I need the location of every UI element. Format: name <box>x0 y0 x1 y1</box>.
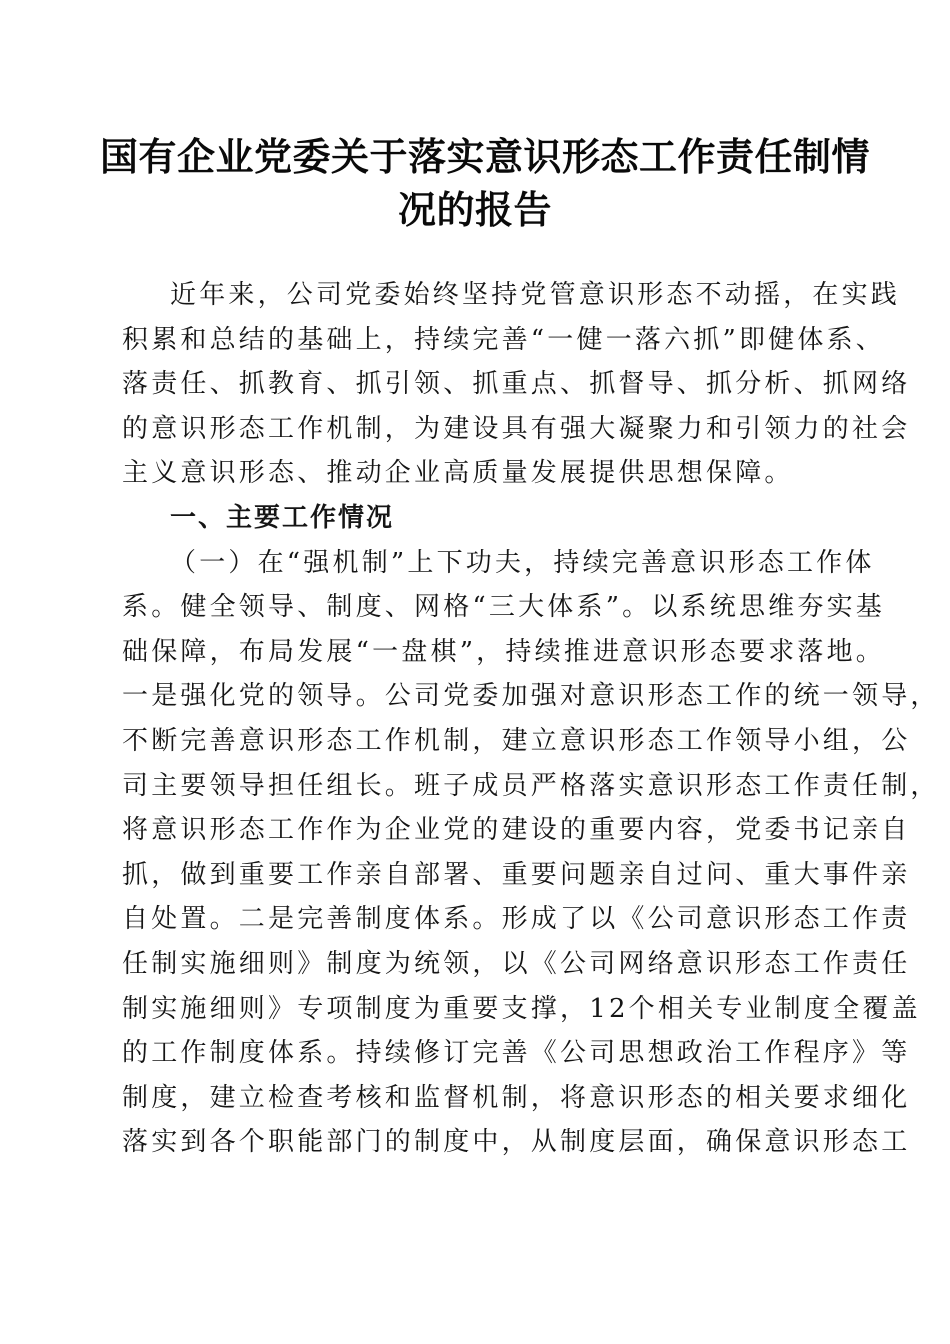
paragraph-line: 近年来，公司党委始终坚持党管意识形态不动摇，在实践 <box>170 280 901 310</box>
paragraph-line: 司主要领导担任组长。班子成员严格落实意识形态工作责任制， <box>122 770 940 801</box>
paragraph-line: 抓，做到重要工作亲自部署、重要问题亲自过问、重大事件亲 <box>122 859 911 890</box>
section-heading: 一、主要工作情况 <box>170 502 395 533</box>
paragraph-line: 的意识形态工作机制，为建设具有强大凝聚力和引领力的社会 <box>122 413 911 444</box>
title-line: 国有企业党委关于落实意识形态工作责任制情 <box>100 134 871 179</box>
document-title <box>100 130 871 236</box>
paragraph-line: 制实施细则》专项制度为重要支撑，12个相关专业制度全覆盖 <box>122 993 921 1024</box>
paragraph-line: 的工作制度体系。持续修订完善《公司思想政治工作程序》等 <box>122 1038 911 1069</box>
paragraph-line: 将意识形态工作作为企业党的建设的重要内容，党委书记亲自 <box>122 815 911 846</box>
paragraph-line: 自处置。二是完善制度体系。形成了以《公司意识形态工作责 <box>122 904 911 935</box>
paragraph-line: 一是强化党的领导。公司党委加强对意识形态工作的统一领导， <box>122 681 940 712</box>
paragraph-line: 任制实施细则》制度为统领，以《公司网络意识形态工作责任 <box>122 948 911 979</box>
paragraph-line: 主义意识形态、推动企业高质量发展提供思想保障。 <box>122 458 794 489</box>
paragraph-line: 础保障，布局发展“一盘棋”，持续推进意识形态要求落地。 <box>122 636 885 667</box>
paragraph-line: 系。健全领导、制度、网格“三大体系”。以系统思维夯实基 <box>122 592 885 623</box>
paragraph-line: 落实到各个职能部门的制度中，从制度层面，确保意识形态工 <box>122 1127 911 1158</box>
document-body <box>122 273 940 1165</box>
paragraph-line: 不断完善意识形态工作机制，建立意识形态工作领导小组，公 <box>122 725 911 756</box>
paragraph-line: 积累和总结的基础上，持续完善“一健一落六抓”即健体系、 <box>122 324 885 355</box>
paragraph-line: 制度，建立检查考核和监督机制，将意识形态的相关要求细化 <box>122 1082 911 1113</box>
paragraph-line: （一）在“强机制”上下功夫，持续完善意识形态工作体 <box>170 547 875 578</box>
title-line: 况的报告 <box>397 187 552 232</box>
paragraph-line: 落责任、抓教育、抓引领、抓重点、抓督导、抓分析、抓网络 <box>122 369 911 400</box>
